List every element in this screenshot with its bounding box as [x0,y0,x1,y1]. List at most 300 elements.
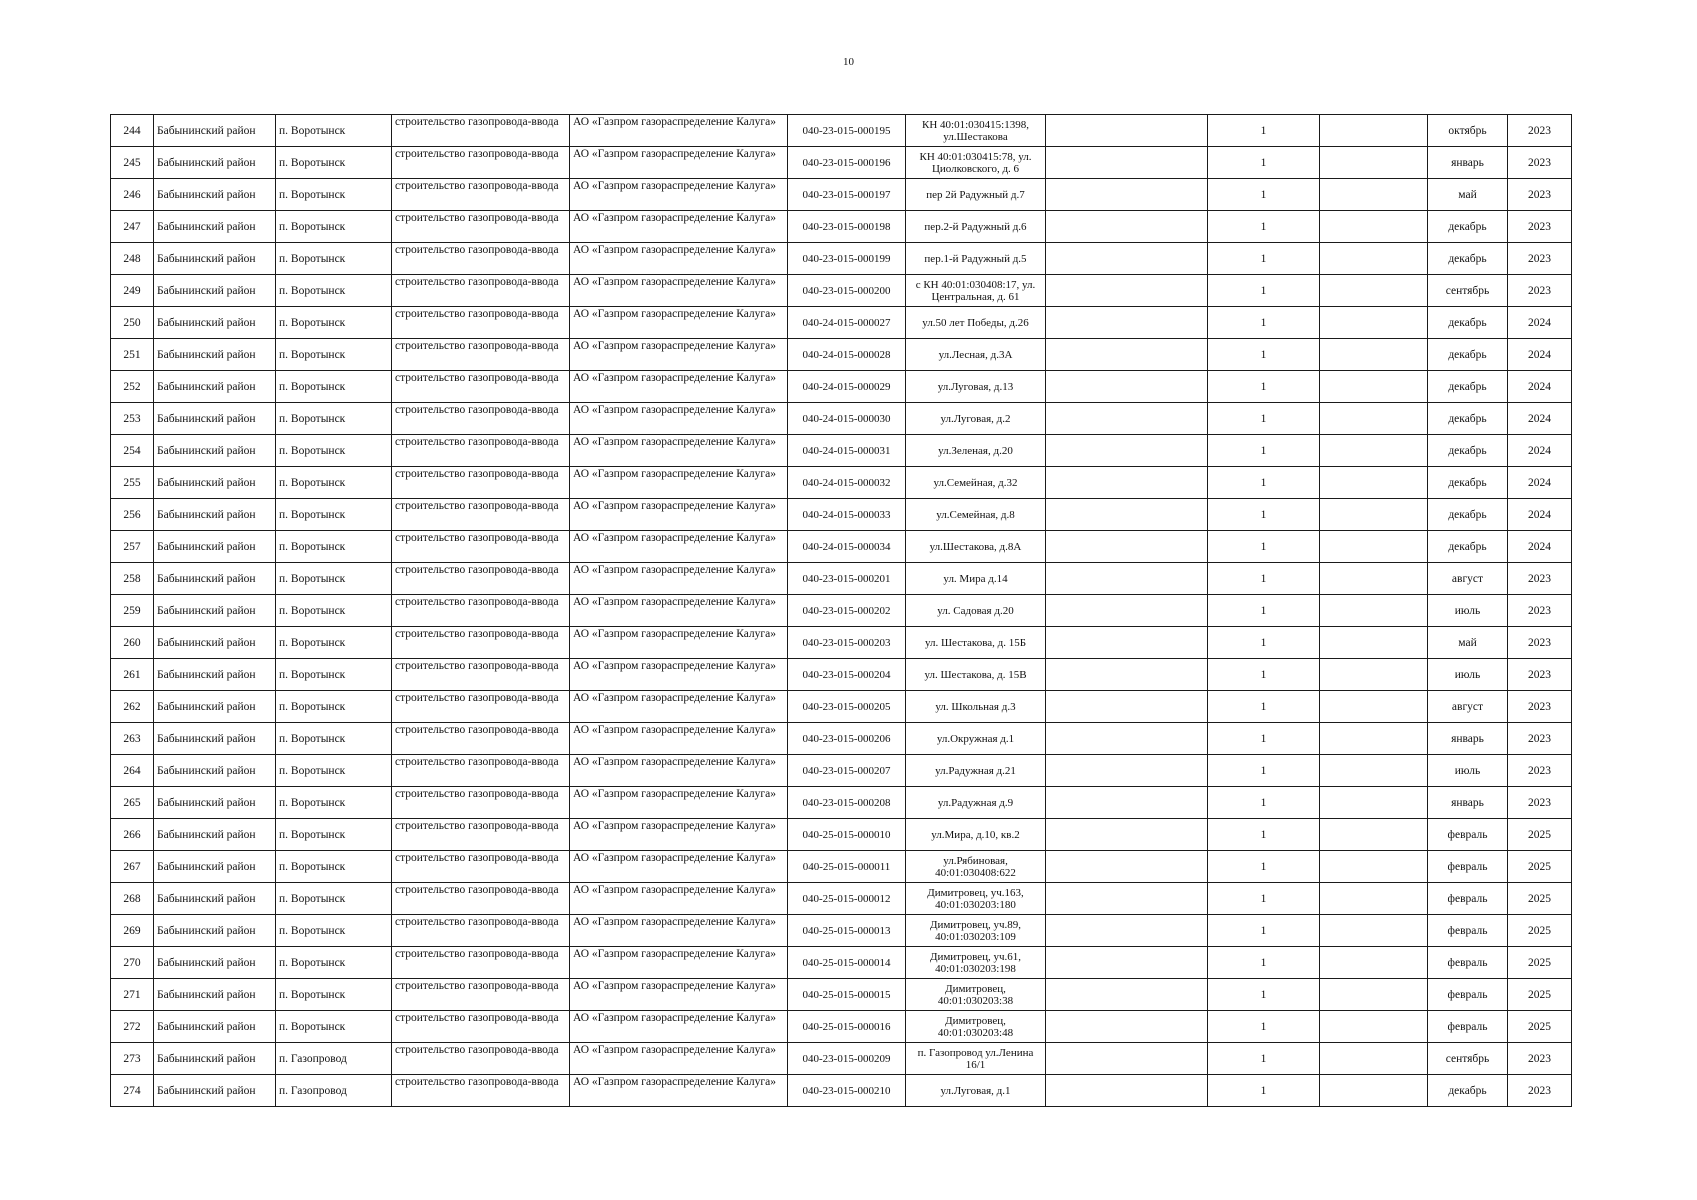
locality-cell: п. Воротынск [276,563,392,595]
object-code-cell: 040-23-015-000210 [788,1075,906,1107]
row-number: 254 [111,435,154,467]
blank-cell [1320,275,1428,307]
blank-cell [1320,691,1428,723]
address-cell: ул.Радужная д.9 [906,787,1046,819]
table-row [111,499,1572,531]
month-cell: январь [1428,787,1508,819]
row-number: 273 [111,1043,154,1075]
year-cell: 2023 [1508,787,1572,819]
table-row [111,115,1572,147]
table-row [111,1011,1572,1043]
quantity-cell: 1 [1208,915,1320,947]
table-row [111,595,1572,627]
year-cell: 2025 [1508,883,1572,915]
district-cell: Бабынинский район [154,627,276,659]
address-cell: Димитровец, 40:01:030203:38 [906,979,1046,1011]
year-cell: 2025 [1508,947,1572,979]
year-cell: 2023 [1508,243,1572,275]
blank-cell [1320,467,1428,499]
locality-cell: п. Газопровод [276,1043,392,1075]
table-row [111,275,1572,307]
table-row [111,947,1572,979]
registry-rows [111,115,1572,1107]
address-cell: ул.50 лет Победы, д.26 [906,307,1046,339]
district-cell: Бабынинский район [154,883,276,915]
district-cell: Бабынинский район [154,1043,276,1075]
month-cell: февраль [1428,915,1508,947]
blank-cell [1046,499,1208,531]
locality-cell: п. Воротынск [276,115,392,147]
locality-cell: п. Воротынск [276,979,392,1011]
month-cell: февраль [1428,883,1508,915]
organization-cell: АО «Газпром газораспределение Калуга» [570,531,788,563]
blank-cell [1046,275,1208,307]
blank-cell [1046,787,1208,819]
row-number: 246 [111,179,154,211]
work-type-cell: строительство газопровода-ввода [392,979,570,1011]
district-cell: Бабынинский район [154,1011,276,1043]
table-row [111,979,1572,1011]
blank-cell [1046,307,1208,339]
organization-cell: АО «Газпром газораспределение Калуга» [570,115,788,147]
year-cell: 2024 [1508,499,1572,531]
year-cell: 2023 [1508,179,1572,211]
locality-cell: п. Воротынск [276,691,392,723]
district-cell: Бабынинский район [154,179,276,211]
row-number: 271 [111,979,154,1011]
month-cell: декабрь [1428,531,1508,563]
blank-cell [1046,627,1208,659]
quantity-cell: 1 [1208,211,1320,243]
year-cell: 2023 [1508,115,1572,147]
organization-cell: АО «Газпром газораспределение Калуга» [570,595,788,627]
address-cell: ул.Луговая, д.1 [906,1075,1046,1107]
locality-cell: п. Воротынск [276,851,392,883]
blank-cell [1320,1043,1428,1075]
work-type-cell: строительство газопровода-ввода [392,147,570,179]
locality-cell: п. Воротынск [276,627,392,659]
district-cell: Бабынинский район [154,403,276,435]
locality-cell: п. Воротынск [276,755,392,787]
month-cell: июль [1428,659,1508,691]
blank-cell [1046,563,1208,595]
object-code-cell: 040-24-015-000030 [788,403,906,435]
work-type-cell: строительство газопровода-ввода [392,435,570,467]
district-cell: Бабынинский район [154,147,276,179]
month-cell: июль [1428,755,1508,787]
object-code-cell: 040-24-015-000028 [788,339,906,371]
quantity-cell: 1 [1208,403,1320,435]
object-code-cell: 040-23-015-000205 [788,691,906,723]
work-type-cell: строительство газопровода-ввода [392,1075,570,1107]
address-cell: ул.Рябиновая, 40:01:030408:622 [906,851,1046,883]
year-cell: 2024 [1508,467,1572,499]
work-type-cell: строительство газопровода-ввода [392,851,570,883]
work-type-cell: строительство газопровода-ввода [392,947,570,979]
address-cell: п. Газопровод ул.Ленина 16/1 [906,1043,1046,1075]
month-cell: май [1428,627,1508,659]
organization-cell: АО «Газпром газораспределение Калуга» [570,659,788,691]
organization-cell: АО «Газпром газораспределение Калуга» [570,691,788,723]
year-cell: 2023 [1508,691,1572,723]
work-type-cell: строительство газопровода-ввода [392,883,570,915]
work-type-cell: строительство газопровода-ввода [392,691,570,723]
year-cell: 2025 [1508,915,1572,947]
object-code-cell: 040-25-015-000010 [788,819,906,851]
locality-cell: п. Воротынск [276,499,392,531]
row-number: 263 [111,723,154,755]
blank-cell [1046,819,1208,851]
blank-cell [1320,563,1428,595]
quantity-cell: 1 [1208,627,1320,659]
row-number: 261 [111,659,154,691]
quantity-cell: 1 [1208,179,1320,211]
district-cell: Бабынинский район [154,211,276,243]
district-cell: Бабынинский район [154,435,276,467]
table-row [111,723,1572,755]
blank-cell [1046,979,1208,1011]
district-cell: Бабынинский район [154,531,276,563]
year-cell: 2023 [1508,1075,1572,1107]
table-row [111,403,1572,435]
district-cell: Бабынинский район [154,243,276,275]
address-cell: КН 40:01:030415:1398, ул.Шестакова [906,115,1046,147]
month-cell: сентябрь [1428,275,1508,307]
address-cell: ул. Школьная д.3 [906,691,1046,723]
organization-cell: АО «Газпром газораспределение Калуга» [570,787,788,819]
month-cell: октябрь [1428,115,1508,147]
table-row [111,691,1572,723]
row-number: 255 [111,467,154,499]
month-cell: август [1428,563,1508,595]
table-row [111,627,1572,659]
organization-cell: АО «Газпром газораспределение Калуга» [570,147,788,179]
blank-cell [1046,371,1208,403]
organization-cell: АО «Газпром газораспределение Калуга» [570,883,788,915]
district-cell: Бабынинский район [154,467,276,499]
object-code-cell: 040-23-015-000209 [788,1043,906,1075]
month-cell: январь [1428,147,1508,179]
address-cell: пер.1-й Радужный д.5 [906,243,1046,275]
district-cell: Бабынинский район [154,947,276,979]
blank-cell [1320,595,1428,627]
row-number: 266 [111,819,154,851]
year-cell: 2023 [1508,275,1572,307]
object-code-cell: 040-23-015-000198 [788,211,906,243]
blank-cell [1046,691,1208,723]
organization-cell: АО «Газпром газораспределение Калуга» [570,627,788,659]
work-type-cell: строительство газопровода-ввода [392,211,570,243]
row-number: 247 [111,211,154,243]
object-code-cell: 040-25-015-000014 [788,947,906,979]
district-cell: Бабынинский район [154,563,276,595]
blank-cell [1320,211,1428,243]
month-cell: январь [1428,723,1508,755]
blank-cell [1320,147,1428,179]
blank-cell [1046,243,1208,275]
object-code-cell: 040-23-015-000200 [788,275,906,307]
work-type-cell: строительство газопровода-ввода [392,563,570,595]
object-code-cell: 040-24-015-000034 [788,531,906,563]
work-type-cell: строительство газопровода-ввода [392,627,570,659]
locality-cell: п. Воротынск [276,275,392,307]
address-cell: Димитровец, уч.89, 40:01:030203:109 [906,915,1046,947]
blank-cell [1046,755,1208,787]
table-row [111,179,1572,211]
object-code-cell: 040-24-015-000032 [788,467,906,499]
year-cell: 2023 [1508,755,1572,787]
work-type-cell: строительство газопровода-ввода [392,179,570,211]
object-code-cell: 040-23-015-000196 [788,147,906,179]
month-cell: февраль [1428,851,1508,883]
year-cell: 2023 [1508,563,1572,595]
month-cell: декабрь [1428,211,1508,243]
work-type-cell: строительство газопровода-ввода [392,403,570,435]
row-number: 265 [111,787,154,819]
month-cell: декабрь [1428,339,1508,371]
row-number: 267 [111,851,154,883]
row-number: 245 [111,147,154,179]
row-number: 252 [111,371,154,403]
blank-cell [1046,883,1208,915]
work-type-cell: строительство газопровода-ввода [392,307,570,339]
blank-cell [1046,659,1208,691]
object-code-cell: 040-25-015-000016 [788,1011,906,1043]
month-cell: декабрь [1428,1075,1508,1107]
quantity-cell: 1 [1208,371,1320,403]
quantity-cell: 1 [1208,1011,1320,1043]
district-cell: Бабынинский район [154,371,276,403]
quantity-cell: 1 [1208,147,1320,179]
address-cell: ул.Окружная д.1 [906,723,1046,755]
month-cell: февраль [1428,947,1508,979]
blank-cell [1046,947,1208,979]
row-number: 250 [111,307,154,339]
blank-cell [1046,851,1208,883]
organization-cell: АО «Газпром газораспределение Калуга» [570,1075,788,1107]
blank-cell [1046,1075,1208,1107]
district-cell: Бабынинский район [154,755,276,787]
row-number: 259 [111,595,154,627]
organization-cell: АО «Газпром газораспределение Калуга» [570,1043,788,1075]
blank-cell [1320,883,1428,915]
organization-cell: АО «Газпром газораспределение Калуга» [570,947,788,979]
locality-cell: п. Воротынск [276,307,392,339]
district-cell: Бабынинский район [154,499,276,531]
object-code-cell: 040-24-015-000031 [788,435,906,467]
blank-cell [1046,179,1208,211]
blank-cell [1320,403,1428,435]
organization-cell: АО «Газпром газораспределение Калуга» [570,307,788,339]
address-cell: ул. Садовая д.20 [906,595,1046,627]
blank-cell [1320,1075,1428,1107]
blank-cell [1320,915,1428,947]
locality-cell: п. Воротынск [276,883,392,915]
quantity-cell: 1 [1208,659,1320,691]
quantity-cell: 1 [1208,339,1320,371]
blank-cell [1046,403,1208,435]
quantity-cell: 1 [1208,851,1320,883]
locality-cell: п. Воротынск [276,819,392,851]
quantity-cell: 1 [1208,595,1320,627]
month-cell: декабрь [1428,499,1508,531]
table-row [111,915,1572,947]
month-cell: декабрь [1428,467,1508,499]
row-number: 262 [111,691,154,723]
quantity-cell: 1 [1208,819,1320,851]
work-type-cell: строительство газопровода-ввода [392,659,570,691]
address-cell: КН 40:01:030415:78, ул. Циолковского, д. 6 [906,147,1046,179]
address-cell: Димитровец, 40:01:030203:48 [906,1011,1046,1043]
month-cell: декабрь [1428,403,1508,435]
blank-cell [1046,147,1208,179]
page-number: 10 [843,56,854,68]
blank-cell [1320,243,1428,275]
organization-cell: АО «Газпром газораспределение Калуга» [570,275,788,307]
table-row [111,1075,1572,1107]
work-type-cell: строительство газопровода-ввода [392,819,570,851]
year-cell: 2023 [1508,595,1572,627]
object-code-cell: 040-23-015-000199 [788,243,906,275]
quantity-cell: 1 [1208,1043,1320,1075]
month-cell: декабрь [1428,243,1508,275]
work-type-cell: строительство газопровода-ввода [392,1043,570,1075]
row-number: 253 [111,403,154,435]
work-type-cell: строительство газопровода-ввода [392,243,570,275]
work-type-cell: строительство газопровода-ввода [392,499,570,531]
year-cell: 2024 [1508,371,1572,403]
row-number: 244 [111,115,154,147]
table-row [111,1043,1572,1075]
locality-cell: п. Воротынск [276,339,392,371]
organization-cell: АО «Газпром газораспределение Калуга» [570,211,788,243]
locality-cell: п. Воротынск [276,947,392,979]
row-number: 260 [111,627,154,659]
district-cell: Бабынинский район [154,819,276,851]
address-cell: пер 2й Радужный д.7 [906,179,1046,211]
quantity-cell: 1 [1208,531,1320,563]
quantity-cell: 1 [1208,691,1320,723]
year-cell: 2023 [1508,659,1572,691]
locality-cell: п. Воротынск [276,371,392,403]
year-cell: 2024 [1508,403,1572,435]
quantity-cell: 1 [1208,115,1320,147]
district-cell: Бабынинский район [154,691,276,723]
quantity-cell: 1 [1208,275,1320,307]
row-number: 268 [111,883,154,915]
table-row [111,467,1572,499]
table-row [111,243,1572,275]
object-code-cell: 040-23-015-000207 [788,755,906,787]
work-type-cell: строительство газопровода-ввода [392,787,570,819]
blank-cell [1320,723,1428,755]
blank-cell [1046,115,1208,147]
district-cell: Бабынинский район [154,723,276,755]
organization-cell: АО «Газпром газораспределение Калуга» [570,435,788,467]
address-cell: ул.Лесная, д.3А [906,339,1046,371]
table-row [111,787,1572,819]
address-cell: ул.Зеленая, д.20 [906,435,1046,467]
month-cell: февраль [1428,1011,1508,1043]
blank-cell [1320,787,1428,819]
quantity-cell: 1 [1208,307,1320,339]
blank-cell [1046,531,1208,563]
table-row [111,211,1572,243]
year-cell: 2025 [1508,1011,1572,1043]
organization-cell: АО «Газпром газораспределение Калуга» [570,723,788,755]
district-cell: Бабынинский район [154,115,276,147]
address-cell: Димитровец, уч.61, 40:01:030203:198 [906,947,1046,979]
locality-cell: п. Воротынск [276,403,392,435]
organization-cell: АО «Газпром газораспределение Калуга» [570,915,788,947]
address-cell: ул.Мира, д.10, кв.2 [906,819,1046,851]
work-type-cell: строительство газопровода-ввода [392,915,570,947]
year-cell: 2024 [1508,339,1572,371]
address-cell: ул.Семейная, д.8 [906,499,1046,531]
year-cell: 2025 [1508,819,1572,851]
organization-cell: АО «Газпром газораспределение Калуга» [570,499,788,531]
quantity-cell: 1 [1208,755,1320,787]
month-cell: декабрь [1428,371,1508,403]
organization-cell: АО «Газпром газораспределение Калуга» [570,179,788,211]
year-cell: 2023 [1508,147,1572,179]
month-cell: сентябрь [1428,1043,1508,1075]
quantity-cell: 1 [1208,243,1320,275]
table-row [111,435,1572,467]
object-code-cell: 040-25-015-000013 [788,915,906,947]
work-type-cell: строительство газопровода-ввода [392,1011,570,1043]
table-row [111,755,1572,787]
row-number: 248 [111,243,154,275]
object-code-cell: 040-23-015-000206 [788,723,906,755]
year-cell: 2024 [1508,435,1572,467]
blank-cell [1046,915,1208,947]
year-cell: 2025 [1508,851,1572,883]
blank-cell [1320,179,1428,211]
blank-cell [1320,1011,1428,1043]
quantity-cell: 1 [1208,1075,1320,1107]
organization-cell: АО «Газпром газораспределение Калуга» [570,339,788,371]
year-cell: 2025 [1508,979,1572,1011]
address-cell: ул. Шестакова, д. 15Б [906,627,1046,659]
row-number: 258 [111,563,154,595]
quantity-cell: 1 [1208,979,1320,1011]
month-cell: февраль [1428,979,1508,1011]
work-type-cell: строительство газопровода-ввода [392,275,570,307]
year-cell: 2023 [1508,627,1572,659]
organization-cell: АО «Газпром газораспределение Калуга» [570,371,788,403]
blank-cell [1320,371,1428,403]
row-number: 269 [111,915,154,947]
table-row [111,563,1572,595]
quantity-cell: 1 [1208,787,1320,819]
row-number: 270 [111,947,154,979]
locality-cell: п. Воротынск [276,915,392,947]
locality-cell: п. Воротынск [276,435,392,467]
locality-cell: п. Воротынск [276,659,392,691]
blank-cell [1320,115,1428,147]
year-cell: 2023 [1508,211,1572,243]
quantity-cell: 1 [1208,467,1320,499]
locality-cell: п. Воротынск [276,467,392,499]
table-row [111,659,1572,691]
blank-cell [1046,595,1208,627]
blank-cell [1320,435,1428,467]
month-cell: декабрь [1428,307,1508,339]
blank-cell [1320,339,1428,371]
quantity-cell: 1 [1208,947,1320,979]
registry-table [110,114,1572,1107]
